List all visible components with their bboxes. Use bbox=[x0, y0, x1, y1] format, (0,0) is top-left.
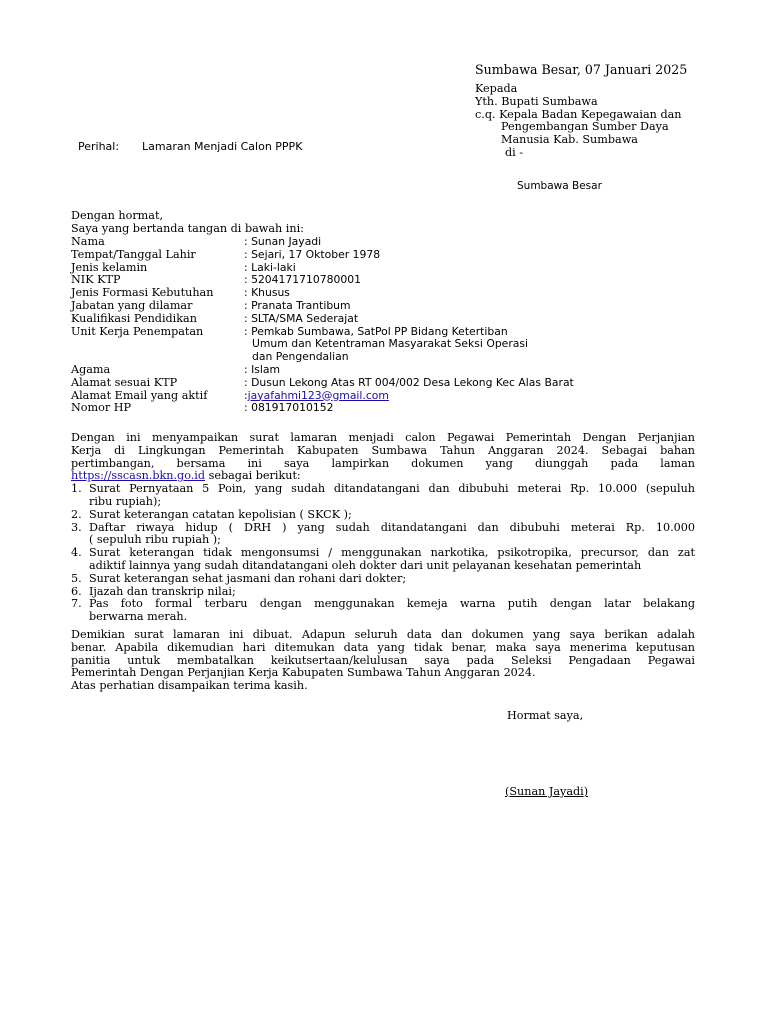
field-value: : 081917010152 bbox=[244, 401, 334, 415]
intro-text: Saya yang bertanda tangan di bawah ini: bbox=[71, 221, 304, 235]
field-row bbox=[71, 402, 574, 415]
field-value: : Sunan Jayadi bbox=[244, 235, 322, 248]
field-row bbox=[71, 300, 574, 313]
list-text: berwarna merah. bbox=[89, 610, 188, 624]
unit-line: dan Pengendalian bbox=[252, 350, 349, 364]
list-text: Surat keterangan tidak mengonsumsi / menggunakan narkotika, psikotropika, precursor, dan zat bbox=[89, 546, 695, 560]
list-text: Ijazah dan transkrip nilai; bbox=[89, 584, 236, 598]
list-number: 7. bbox=[71, 597, 82, 611]
list-text: ribu rupiah); bbox=[89, 494, 162, 508]
list-item bbox=[71, 509, 695, 522]
recipient-line: Yth. Bupati Sumbawa bbox=[475, 94, 598, 108]
letter-body bbox=[71, 432, 695, 693]
field-value bbox=[244, 326, 528, 364]
attachment-list bbox=[71, 483, 695, 624]
signature-name: (Sunan Jayadi) bbox=[505, 785, 589, 798]
list-text: Surat keterangan catatan kepolisian ( SKCK ); bbox=[89, 507, 352, 521]
list-text: Pas foto formal terbaru dengan menggunakan kemeja warna putih dengan latar belakang bbox=[89, 597, 695, 611]
closing-line: Pemerintah Dengan Perjanjian Kerja Kabupaten Sumbawa Tahun Anggaran 2024. bbox=[71, 666, 536, 680]
subject-line bbox=[78, 141, 302, 154]
closing-paragraph bbox=[71, 629, 695, 693]
field-key: Jenis kelamin bbox=[71, 260, 148, 274]
field-key: Unit Kerja Penempatan bbox=[71, 324, 204, 338]
field-row bbox=[71, 313, 574, 326]
subject-text: Lamaran Menjadi Calon PPPK bbox=[142, 140, 303, 153]
unit-line: Umum dan Ketentraman Masyarakat Seksi Operasi bbox=[252, 337, 529, 351]
field-key: Tempat/Tanggal Lahir bbox=[71, 247, 196, 261]
greeting bbox=[71, 210, 304, 236]
field-key: Alamat sesuai KTP bbox=[71, 375, 178, 389]
field-value: : Laki-laki bbox=[244, 260, 296, 274]
recipient-line: Manusia Kab. Sumbawa bbox=[501, 133, 638, 147]
body-line: pertimbangan, bersama ini saya lampirkan dokumen yang diunggah pada laman bbox=[71, 456, 695, 470]
recipient-line: Kepada bbox=[475, 82, 518, 95]
field-key: Jabatan yang dilamar bbox=[71, 298, 193, 312]
recipient-line: c.q. Kepala Badan Kepegawaian dan bbox=[475, 107, 682, 121]
list-number: 1. bbox=[71, 482, 82, 496]
sscasn-link[interactable]: https://sscasn.bkn.go.id bbox=[71, 469, 206, 483]
list-text: Daftar riwaya hidup ( DRH ) yang sudah ditandatangani dan dibubuhi meterai Rp. 10.000 bbox=[89, 520, 695, 534]
list-text: adiktif lainnya yang sudah ditandatangani oleh dokter dari unit pelayanan kesehatan pemerintah bbox=[89, 558, 642, 572]
list-item bbox=[71, 598, 695, 624]
email-prefix: : bbox=[244, 388, 248, 402]
list-item bbox=[71, 547, 695, 573]
email-link[interactable]: jayafahmi123@gmail.com bbox=[247, 388, 389, 402]
field-value: : SLTA/SMA Sederajat bbox=[244, 311, 359, 325]
list-item bbox=[71, 522, 695, 548]
field-key: Nomor HP bbox=[71, 401, 132, 415]
field-value: : Dusun Lekong Atas RT 004/002 Desa Lekong Kec Alas Barat bbox=[244, 375, 574, 389]
list-number: 6. bbox=[71, 584, 82, 598]
field-row bbox=[71, 364, 574, 377]
recipient-city: Sumbawa Besar bbox=[517, 179, 602, 192]
field-value: : Pranata Trantibum bbox=[244, 298, 351, 312]
closing-line: benar. Apabila dikemudian hari ditemukan data yang tidak benar, maka saya menerima keputusan bbox=[71, 640, 695, 654]
body-line: Dengan ini menyampaikan surat lamaran menjadi calon Pegawai Pemerintah Dengan Perjanjian bbox=[71, 431, 695, 444]
body-line: Kerja di Lingkungan Pemerintah Kabupaten Sumbawa Tahun Anggaran 2024. Sebagai bahan bbox=[71, 443, 695, 457]
letter-date: Sumbawa Besar, 07 Januari 2025 bbox=[475, 62, 688, 77]
recipient-block bbox=[475, 83, 681, 193]
subject-label: Perihal: bbox=[78, 140, 120, 153]
salutation: Dengan hormat, bbox=[71, 209, 164, 222]
unit-line: : Pemkab Sumbawa, SatPol PP Bidang Ketertiban bbox=[244, 324, 508, 338]
list-item bbox=[71, 483, 695, 509]
list-text: Surat Pernyataan 5 Poin, yang sudah ditandatangani dan dibubuhi meterai Rp. 10.000 (sepuluh bbox=[89, 482, 695, 496]
field-row bbox=[71, 236, 574, 249]
field-key: NIK KTP bbox=[71, 273, 121, 287]
list-text: Surat keterangan sehat jasmani dan rohani dari dokter; bbox=[89, 571, 407, 585]
list-number: 2. bbox=[71, 507, 82, 521]
field-key: Alamat Email yang aktif bbox=[71, 388, 208, 402]
list-number: 4. bbox=[71, 546, 82, 560]
list-text: ( sepuluh ribu rupiah ); bbox=[89, 533, 221, 547]
closing-line: panitia untuk membatalkan keikutsertaan/kelulusan saya pada Seleksi Pengadaan Pegawai bbox=[71, 653, 695, 667]
field-key: Agama bbox=[71, 362, 111, 376]
list-item bbox=[71, 573, 695, 586]
recipient-line: Pengembangan Sumber Daya bbox=[501, 120, 669, 134]
regards: Hormat saya, bbox=[507, 709, 584, 722]
applicant-fields bbox=[71, 236, 574, 415]
field-key: Jenis Formasi Kebutuhan bbox=[71, 286, 214, 300]
field-row-unit bbox=[71, 326, 574, 364]
list-number: 5. bbox=[71, 571, 82, 585]
field-value: : 5204171710780001 bbox=[244, 273, 361, 287]
closing-line: Demikian surat lamaran ini dibuat. Adapun seluruh data dan dokumen yang saya berikan adalah bbox=[71, 627, 695, 641]
field-key: Nama bbox=[71, 235, 105, 248]
after-link-text: sebagai berikut: bbox=[205, 469, 301, 483]
closing-line: Atas perhatian disampaikan terima kasih. bbox=[71, 679, 308, 693]
field-value: : Khusus bbox=[244, 286, 290, 300]
field-key: Kualifikasi Pendidikan bbox=[71, 311, 197, 325]
field-value: : Sejari, 17 Oktober 1978 bbox=[244, 247, 381, 261]
recipient-line: di - bbox=[505, 145, 524, 159]
list-number: 3. bbox=[71, 520, 82, 534]
field-value: : Islam bbox=[244, 362, 281, 376]
field-row bbox=[71, 249, 574, 262]
